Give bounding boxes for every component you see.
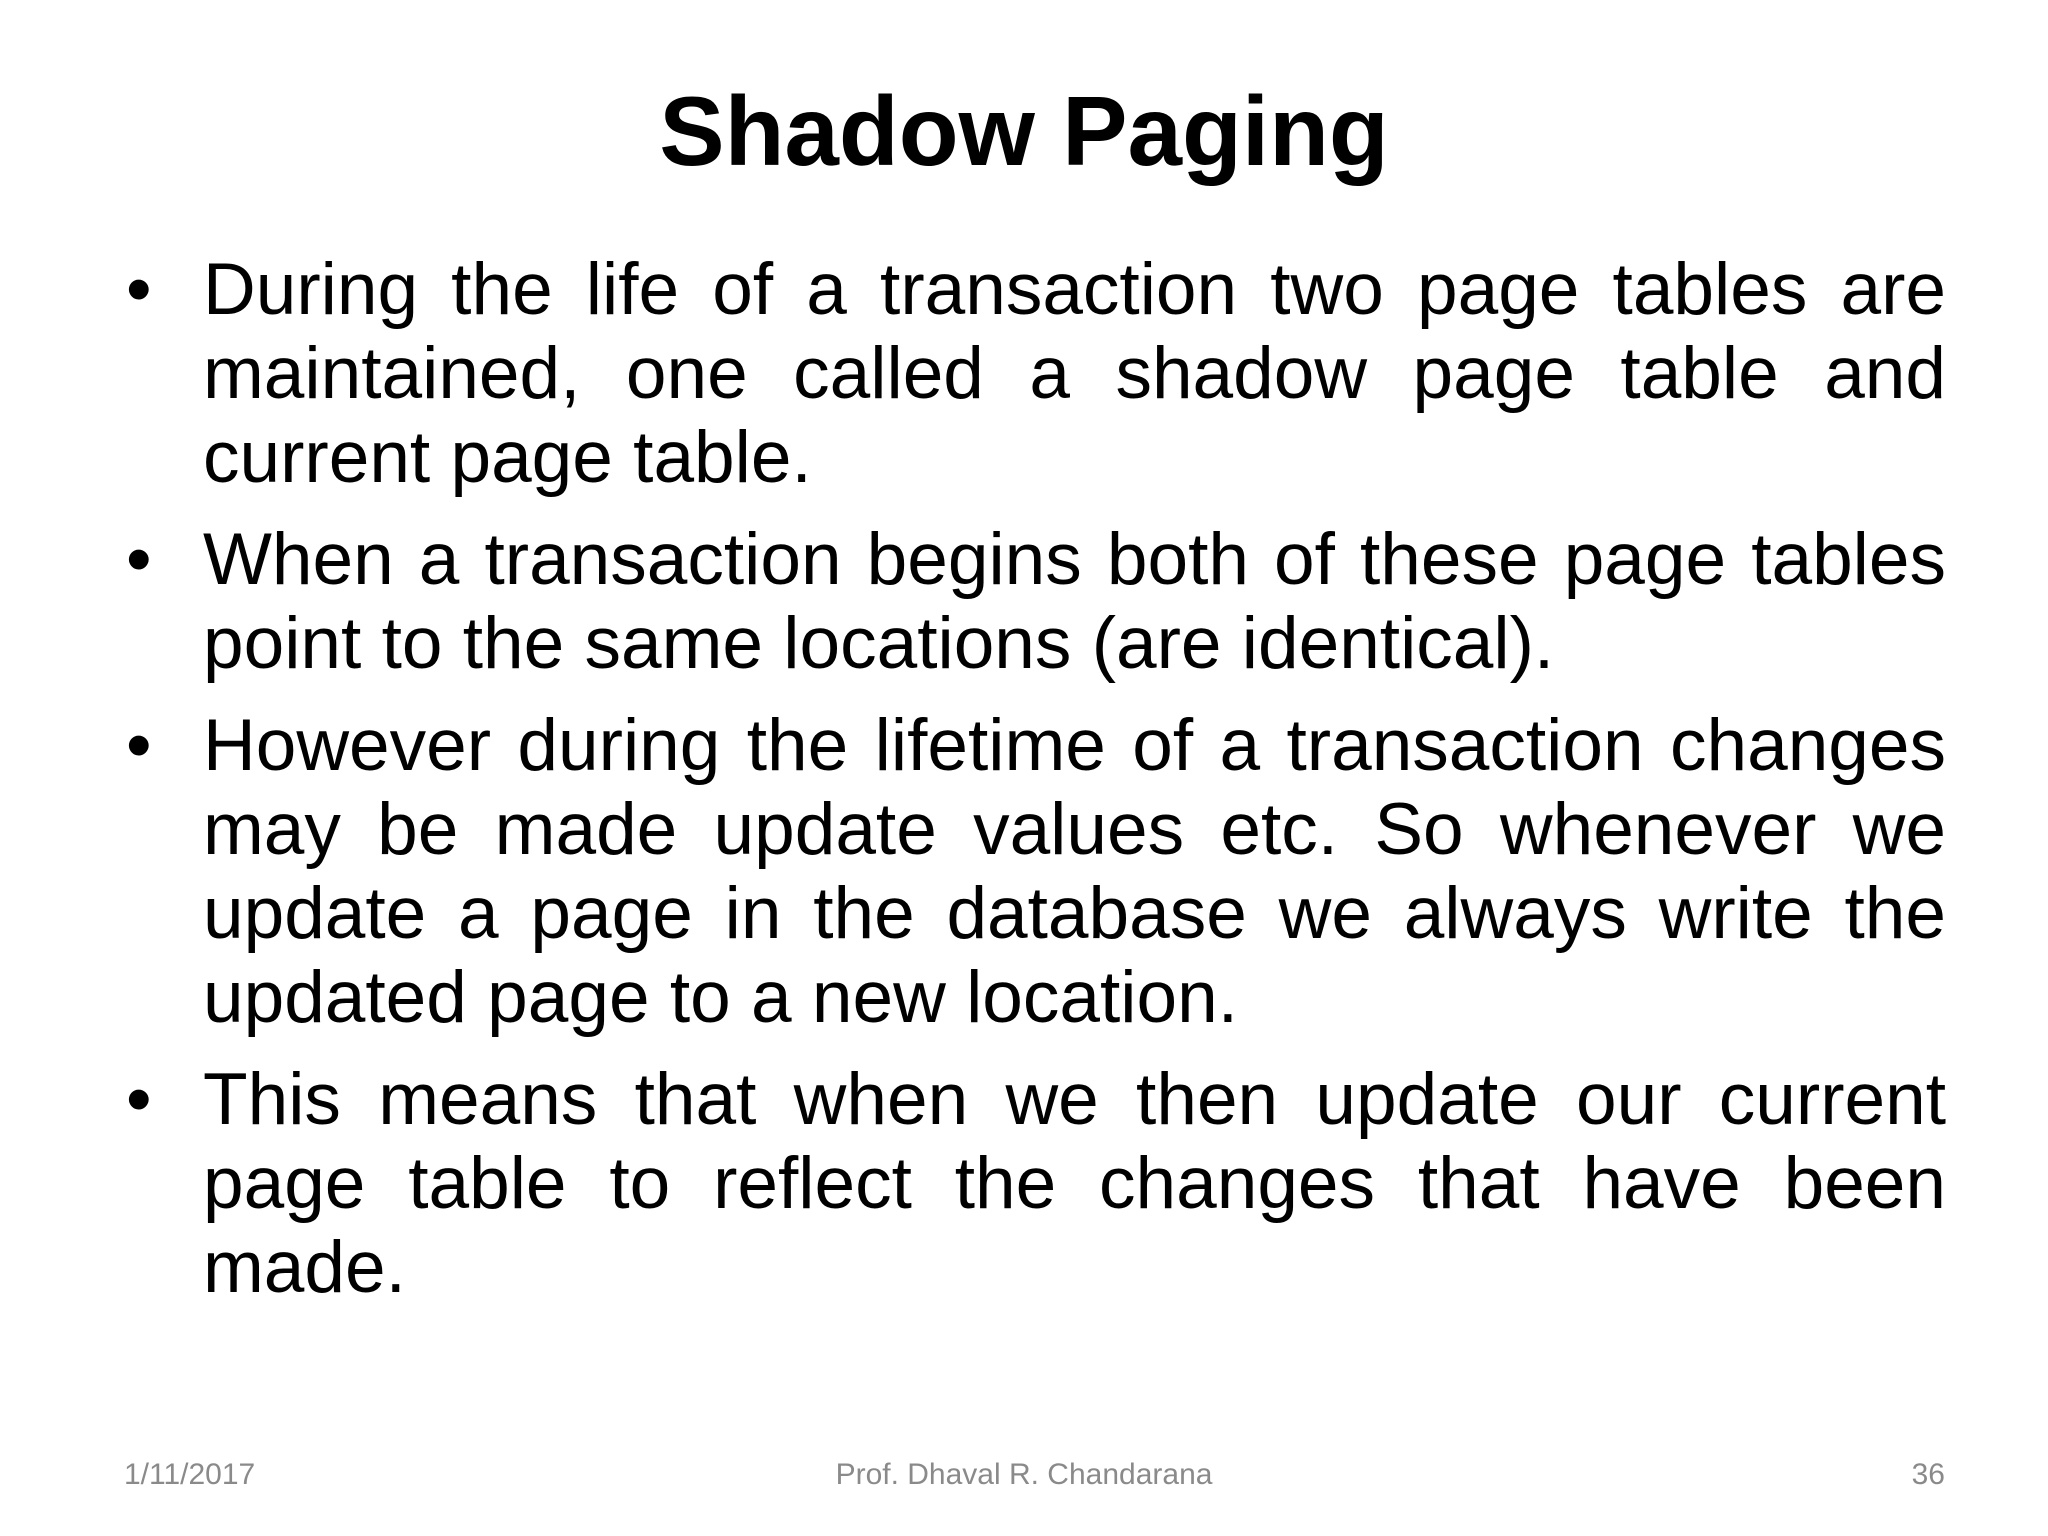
bullet-text: During the life of a transaction two page tables are maintained, one called a shadow page table and current page table. (203, 249, 1946, 498)
bullet-dot-icon: • (126, 519, 152, 600)
footer-author: Prof. Dhaval R. Chandarana (835, 1458, 1213, 1491)
bullet-text: When a transaction begins both of these page tables point to the same locations (are identical). (203, 519, 1946, 684)
bullet-dot-icon: • (126, 705, 152, 786)
bullet-text: This means that when we then update our current page table to reflect the changes that have been made. (203, 1059, 1946, 1308)
bullet-dot-icon: • (126, 1059, 152, 1140)
bullet-list (118, 248, 1946, 1328)
footer-page-number: 36 (1911, 1458, 1945, 1491)
bullet-dot-icon: • (126, 249, 152, 330)
slide-title: Shadow Paging (659, 76, 1389, 186)
bullet-item (118, 248, 1946, 500)
bullet-item (118, 518, 1946, 686)
footer-date: 1/11/2017 (124, 1458, 256, 1491)
bullet-item (118, 704, 1946, 1040)
bullet-item (118, 1058, 1946, 1310)
bullet-text: However during the lifetime of a transaction changes may be made update values etc. So whenever we update a page in the database we always write the updated page to a new location. (203, 705, 1946, 1038)
